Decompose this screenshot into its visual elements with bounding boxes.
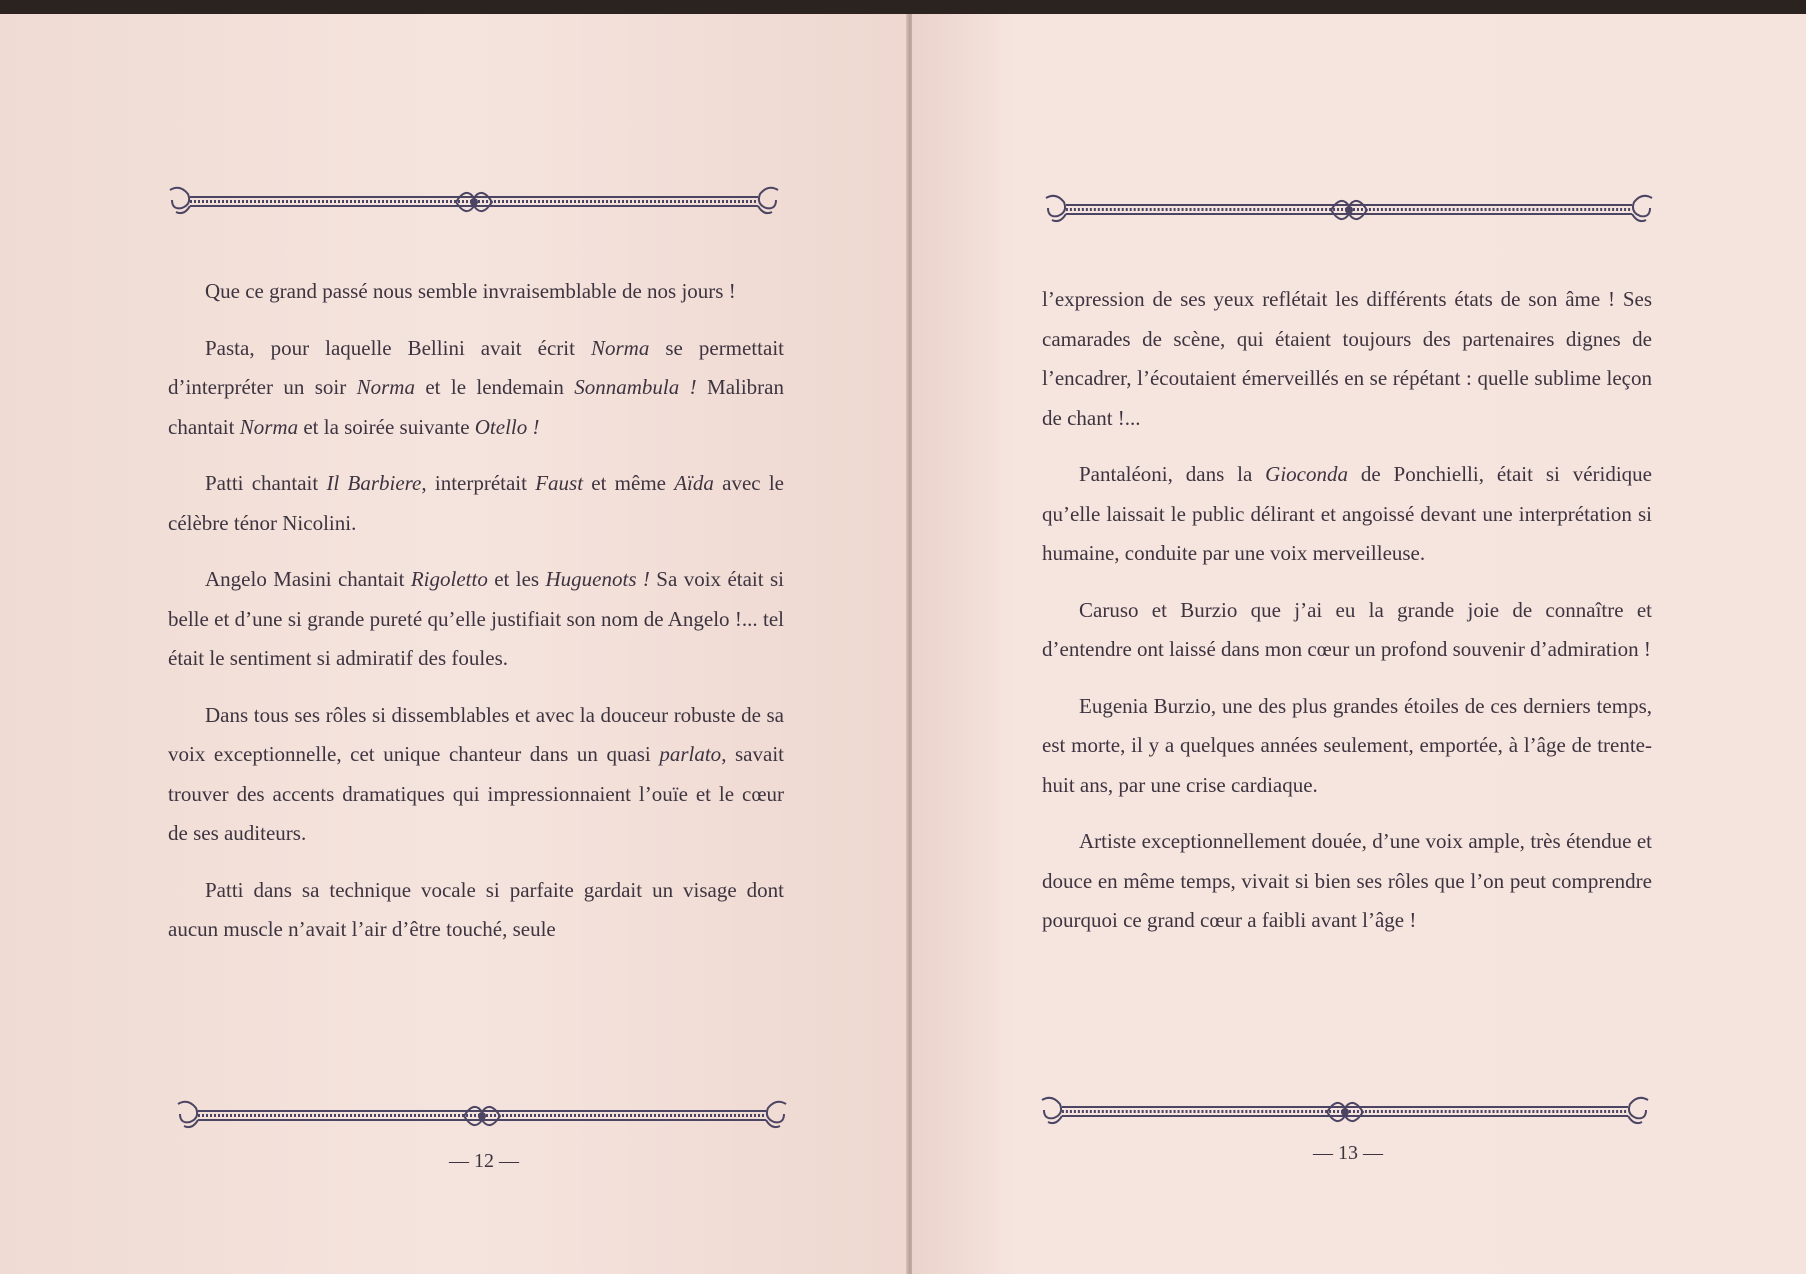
page-number-left: — 12 — [449,1150,519,1172]
text-run: Pasta, pour laquelle Bellini avait écrit [205,335,591,360]
italic-title: Rigoletto [410,567,488,591]
bottom-ornament-right [1038,1092,1652,1132]
text-run: Artiste exceptionnellement douée, d’une voix ample, très étendue et douce en même temps, vivait si bien ses rôles que l’on peut comprendre pourquoi ce grand cœur a faibli avant l’âge ! [1042,829,1652,932]
right-page-text [1042,280,1652,941]
text-run: , savait trouver des accents dramatiques qui impressionnaient l’ouïe et le cœur de ses auditeurs. [168,742,784,845]
text-run: se permettait d’interpréter un soir [168,335,784,399]
italic-title: Il Barbiere [326,471,422,495]
paragraph [168,464,784,543]
text-run: Sa voix était si belle et d’une si grande pureté qu’elle justifiait son nom de Angelo !... tel était le sentiment si admiratif des foules. [168,567,784,670]
italic-title: Otello ! [474,414,540,439]
right-page [912,14,1806,1274]
italic-title: Norma [590,335,650,360]
paragraph [168,696,784,854]
paragraph [168,272,784,312]
paragraph [168,560,784,679]
top-ornament-right [1042,190,1656,230]
paragraph [168,871,784,950]
text-run: Caruso et Burzio que j’ai eu la grande joie de connaître et d’entendre ont laissé dans mon cœur un profond souvenir d’admiration ! [1042,597,1652,661]
paragraph [168,329,784,448]
paragraph [1042,822,1652,941]
paragraph [1042,455,1652,574]
text-run: et même [583,471,675,495]
italic-title: Norma [239,414,299,439]
text-run: Angelo Masini chantait [205,567,411,591]
left-page [0,14,908,1274]
paragraph [1042,591,1652,670]
italic-title: Sonnambula ! [574,375,697,399]
text-run: Patti chantait [205,471,327,495]
italic-title: Huguenots ! [545,567,650,591]
bottom-ornament-left [174,1096,790,1136]
text-run: Dans tous ses rôles si dissemblables et avec la douceur robuste de sa voix exceptionnelle, cet unique chanteur dans un quasi [168,702,784,766]
italic-title: parlato [659,742,722,766]
italic-title: Faust [535,471,584,495]
text-run: l’expression de ses yeux reflétait les différents états de son âme ! Ses camarades de scène, qui étaient toujours des partenaires dignes de l’encadrer, l’écoutaient émerveillés en se répétant : quelle sublime leçon de chant !... [1042,287,1652,430]
text-run: Que ce grand passé nous semble invraisemblable de nos jours ! [205,279,736,303]
italic-title: Gioconda [1265,462,1348,486]
page-number-right: — 13 — [1313,1142,1383,1164]
text-run: , interprétait [421,471,536,495]
text-run: et les [487,567,546,591]
paragraph [1042,687,1652,806]
paragraph [1042,280,1652,438]
italic-title: Aïda [674,471,714,495]
top-ornament-left [166,182,782,222]
text-run: Eugenia Burzio, une des plus grandes étoiles de ces derniers temps, est morte, il y a quelques années seulement, emportée, à l’âge de trente-huit ans, par une crise cardiaque. [1042,693,1652,797]
text-run: de Ponchielli, était si véridique qu’elle laissait le public délirant et angoissé devant une interprétation si humaine, conduite par une voix merveilleuse. [1042,462,1653,565]
text-run: et le lendemain [414,375,575,399]
left-page-text [168,272,784,950]
text-run: avec le célèbre ténor Nicolini. [168,471,784,535]
text-run: et la soirée suivante [298,414,475,439]
book-spread [0,14,1806,1274]
text-run: Patti dans sa technique vocale si parfaite gardait un visage dont aucun muscle n’avait l’air d’être touché, seule [168,877,784,941]
text-run: Pantaléoni, dans la [1079,462,1266,486]
text-run: Malibran chantait [168,375,784,439]
italic-title: Norma [356,375,415,399]
